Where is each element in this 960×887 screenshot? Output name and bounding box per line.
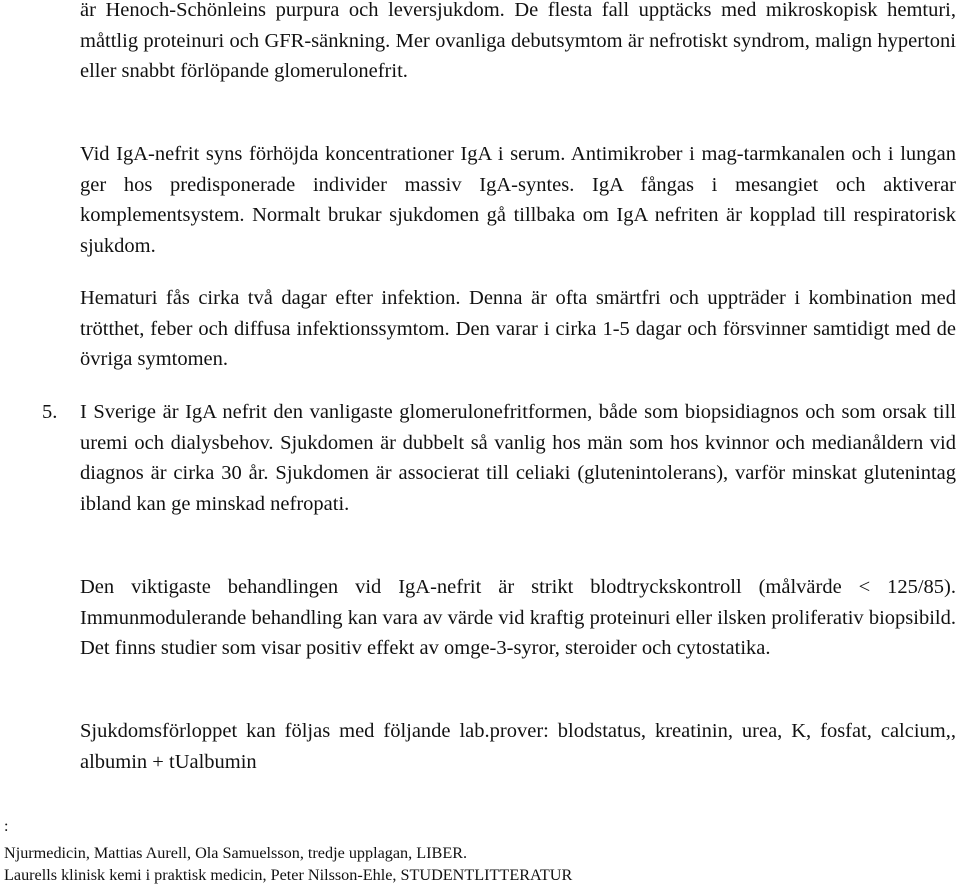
paragraph-lab-tests: Sjukdomsförloppet kan följas med följande lab.prover: blodstatus, kreatinin, urea, K, fosfat, calcium,, albumin + tUalbumin: [80, 720, 956, 773]
paragraph-iga-serum: Vid IgA-nefrit syns förhöjda koncentrationer IgA i serum. Antimikrober i mag-tarmkanalen och i lungan ger hos predisponerade individer massiv IgA-syntes. IgA fångas i mesangiet och aktiverar komplementsystem. Normalt brukar sjukdomen gå tillbaka om IgA nefriten är kopplad till respiratorisk sjukdom.: [80, 143, 956, 258]
section-number: 5.: [42, 401, 58, 423]
paragraph-epidemiology: I Sverige är IgA nefrit den vanligaste glomerulonefritformen, både som biopsidiagnos och som orsak till uremi och dialysbehov. Sjukdomen är dubbelt så vanlig hos män som hos kvinnor och medianåldern vid diagnos är cirka 30 år. Sjukdomen är associerat till celiaki (glutenintolerans), varför minskat glutenintag ibland kan ge minskad nefropati.: [80, 401, 956, 516]
paragraph-henoch: är Henoch-Schönleins purpura och leversjukdom. De flesta fall upptäcks med mikroskopisk hemturi, måttlig proteinuri och GFR-sänkning. Mer ovanliga debutsymtom är nefrotiskt syndrom, malign hypertoni eller snabbt förlöpande glomerulonefrit.: [80, 0, 956, 83]
footnote-mark: :: [4, 818, 9, 835]
paragraph-hematuri: Hematuri fås cirka två dagar efter infektion. Denna är ofta smärtfri och uppträder i kombination med trötthet, feber och diffusa infektionssymtom. Den varar i cirka 1-5 dagar och försvinner samtidigt med de övriga symtomen.: [80, 287, 956, 371]
reference-njurmedicin: Njurmedicin, Mattias Aurell, Ola Samuelsson, tredje upplagan, LIBER.: [4, 844, 468, 862]
paragraph-treatment: Den viktigaste behandlingen vid IgA-nefrit är strikt blodtryckskontroll (målvärde < 125/85). Immunmodulerande behandling kan vara av värde vid kraftig proteinuri eller ilsken proliferativ biopsibild. Det finns studier som visar positiv effekt av omge-3-syror, steroider och cytostatika.: [80, 576, 956, 660]
reference-laurells: Laurells klinisk kemi i praktisk medicin, Peter Nilsson-Ehle, STUDENTLITTERATUR: [4, 866, 573, 884]
